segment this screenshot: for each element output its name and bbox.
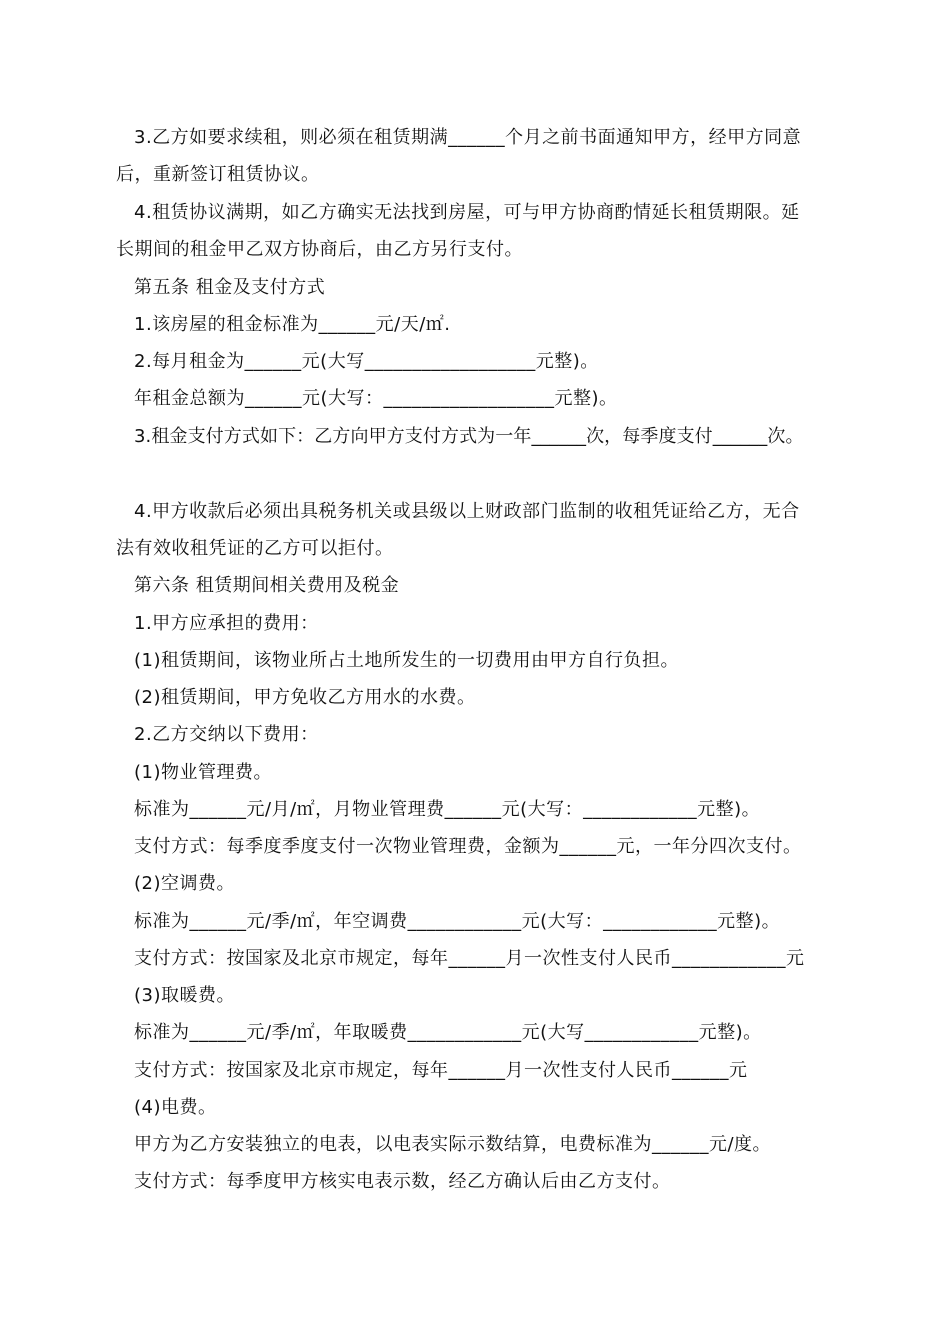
section-heading: 第六条 租赁期间相关费用及税金 <box>134 575 400 596</box>
text-line: 法有效收租凭证的乙方可以拒付。 <box>116 538 394 559</box>
text-line: (1)租赁期间，该物业所占土地所发生的一切费用由甲方自行负担。 <box>134 650 679 671</box>
text-line: 支付方式：按国家及北京市规定，每年______月一次性支付人民币____________元 <box>134 948 805 969</box>
text-line: 1.该房屋的租金标准为______元/天/㎡. <box>134 314 451 335</box>
text-line: (4)电费。 <box>134 1097 217 1118</box>
text-line: 甲方为乙方安装独立的电表，以电表实际示数结算，电费标准为______元/度。 <box>134 1134 772 1155</box>
text-line: 4.租赁协议满期，如乙方确实无法找到房屋，可与甲方协商酌情延长租赁期限。延 <box>134 202 800 223</box>
text-line: 标准为______元/月/㎡，月物业管理费______元(大写：____________元整)。 <box>134 799 761 820</box>
text-line: (1)物业管理费。 <box>134 762 272 783</box>
text-line: 支付方式：每季度甲方核实电表示数，经乙方确认后由乙方支付。 <box>134 1171 671 1192</box>
text-line: (2)租赁期间，甲方免收乙方用水的水费。 <box>134 687 476 708</box>
text-line: 年租金总额为______元(大写：__________________元整)。 <box>134 388 618 409</box>
section-heading: 第五条 租金及支付方式 <box>134 277 326 298</box>
text-line: 2.乙方交纳以下费用： <box>134 724 319 745</box>
text-line: 2.每月租金为______元(大写__________________元整)。 <box>134 351 599 372</box>
text-line: 标准为______元/季/㎡，年取暖费____________元(大写____________元整)。 <box>134 1022 762 1043</box>
text-line: (2)空调费。 <box>134 873 235 894</box>
text-line: 4.甲方收款后必须出具税务机关或县级以上财政部门监制的收租凭证给乙方，无合 <box>134 501 800 522</box>
text-line: 3.租金支付方式如下：乙方向甲方支付方式为一年______次，每季度支付______次。 <box>134 426 804 447</box>
text-line: 后，重新签订租赁协议。 <box>116 164 320 185</box>
text-line: 支付方式：每季度季度支付一次物业管理费，金额为______元，一年分四次支付。 <box>134 836 802 857</box>
text-line: 标准为______元/季/㎡，年空调费____________元(大写：____________元整)。 <box>134 911 781 932</box>
text-line: (3)取暖费。 <box>134 985 235 1006</box>
text-line: 3.乙方如要求续租，则必须在租赁期满______个月之前书面通知甲方，经甲方同意 <box>134 127 802 148</box>
text-line: 长期间的租金甲乙双方协商后，由乙方另行支付。 <box>116 239 523 260</box>
text-line: 支付方式：按国家及北京市规定，每年______月一次性支付人民币______元 <box>134 1060 748 1081</box>
text-line: 1.甲方应承担的费用： <box>134 613 319 634</box>
